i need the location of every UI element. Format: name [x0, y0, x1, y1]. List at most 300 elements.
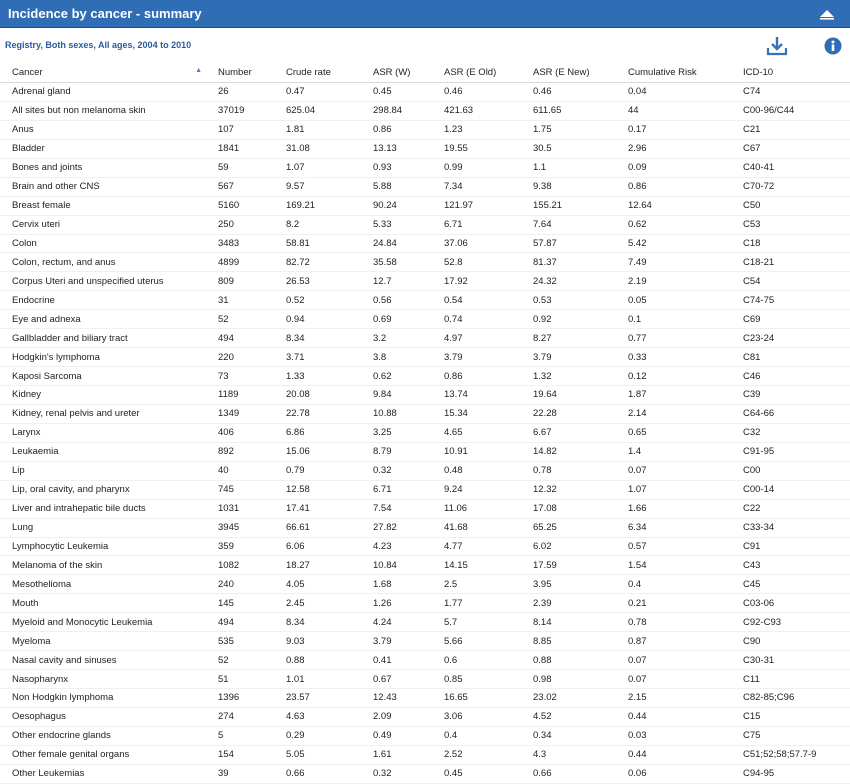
cell-icd10: C39 [743, 386, 850, 405]
cell-asr-e-new: 0.92 [533, 310, 628, 329]
cell-icd10: C74 [743, 83, 850, 102]
cell-cumulative-risk: 7.49 [628, 253, 743, 272]
cell-asr-w: 0.32 [373, 764, 444, 783]
cell-number: 250 [218, 215, 286, 234]
cell-asr-e-new: 65.25 [533, 518, 628, 537]
cell-crude-rate: 82.72 [286, 253, 373, 272]
cell-number: 59 [218, 158, 286, 177]
cell-asr-e-old: 0.6 [444, 651, 533, 670]
cell-asr-e-new: 17.08 [533, 499, 628, 518]
cell-asr-e-new: 8.85 [533, 632, 628, 651]
cell-icd10: C18 [743, 234, 850, 253]
cell-cancer: Oesophagus [0, 707, 218, 726]
cell-number: 39 [218, 764, 286, 783]
cell-number: 52 [218, 651, 286, 670]
cell-cancer: Gallbladder and biliary tract [0, 329, 218, 348]
cell-icd10: C50 [743, 196, 850, 215]
cell-cumulative-risk: 0.17 [628, 120, 743, 139]
cell-icd10: C33-34 [743, 518, 850, 537]
cell-icd10: C43 [743, 556, 850, 575]
cell-asr-e-old: 10.91 [444, 442, 533, 461]
cell-asr-w: 13.13 [373, 139, 444, 158]
cell-icd10: C67 [743, 139, 850, 158]
cell-asr-e-new: 0.34 [533, 726, 628, 745]
cell-number: 1349 [218, 404, 286, 423]
cell-crude-rate: 8.34 [286, 613, 373, 632]
cell-asr-e-old: 14.15 [444, 556, 533, 575]
cell-cumulative-risk: 0.44 [628, 707, 743, 726]
chevron-up-icon[interactable] [816, 3, 838, 25]
cell-cumulative-risk: 0.86 [628, 177, 743, 196]
cell-asr-e-old: 9.24 [444, 480, 533, 499]
cell-cumulative-risk: 0.4 [628, 575, 743, 594]
cell-asr-w: 1.26 [373, 594, 444, 613]
cell-icd10: C51;52;58;57.7-9 [743, 745, 850, 764]
cell-number: 107 [218, 120, 286, 139]
cell-number: 31 [218, 291, 286, 310]
cell-cumulative-risk: 1.07 [628, 480, 743, 499]
cell-asr-e-old: 17.92 [444, 272, 533, 291]
cell-icd10: C30-31 [743, 651, 850, 670]
sort-ascending-icon: ▲ [195, 66, 202, 74]
cell-asr-e-new: 12.32 [533, 480, 628, 499]
cell-crude-rate: 1.33 [286, 367, 373, 386]
table-row [0, 651, 850, 670]
cell-crude-rate: 169.21 [286, 196, 373, 215]
cell-cancer: Cervix uteri [0, 215, 218, 234]
cell-number: 567 [218, 177, 286, 196]
cell-cancer: Myeloid and Monocytic Leukemia [0, 613, 218, 632]
panel-title: Incidence by cancer - summary [8, 6, 202, 21]
cell-asr-e-new: 2.39 [533, 594, 628, 613]
cell-cumulative-risk: 0.33 [628, 348, 743, 367]
cell-number: 535 [218, 632, 286, 651]
cell-asr-e-new: 57.87 [533, 234, 628, 253]
cell-number: 3945 [218, 518, 286, 537]
cell-asr-e-old: 41.68 [444, 518, 533, 537]
info-icon[interactable] [824, 37, 842, 55]
column-header-asr-w[interactable]: ASR (W) [373, 62, 444, 83]
table-row [0, 745, 850, 764]
cell-crude-rate: 1.81 [286, 120, 373, 139]
cell-crude-rate: 0.29 [286, 726, 373, 745]
cell-asr-e-old: 0.54 [444, 291, 533, 310]
cell-asr-w: 5.33 [373, 215, 444, 234]
cell-asr-w: 6.71 [373, 480, 444, 499]
cell-cancer: Nasopharynx [0, 670, 218, 689]
cell-asr-e-new: 0.53 [533, 291, 628, 310]
column-header-cumulative-risk[interactable]: Cumulative Risk [628, 62, 743, 83]
cell-asr-e-new: 14.82 [533, 442, 628, 461]
cell-crude-rate: 26.53 [286, 272, 373, 291]
cell-asr-e-old: 3.06 [444, 707, 533, 726]
table-row [0, 272, 850, 291]
cell-cumulative-risk: 1.66 [628, 499, 743, 518]
cell-icd10: C54 [743, 272, 850, 291]
cell-cancer: Nasal cavity and sinuses [0, 651, 218, 670]
cell-asr-w: 27.82 [373, 518, 444, 537]
cell-cancer: Melanoma of the skin [0, 556, 218, 575]
cell-crude-rate: 1.01 [286, 670, 373, 689]
cell-cumulative-risk: 0.87 [628, 632, 743, 651]
cell-asr-e-new: 0.46 [533, 83, 628, 102]
cell-asr-w: 12.43 [373, 689, 444, 708]
cell-cancer: Kidney [0, 386, 218, 405]
cell-asr-w: 5.88 [373, 177, 444, 196]
cell-cumulative-risk: 0.1 [628, 310, 743, 329]
cell-asr-e-new: 22.28 [533, 404, 628, 423]
subheader [0, 28, 850, 62]
cell-cumulative-risk: 0.65 [628, 423, 743, 442]
cell-number: 494 [218, 613, 286, 632]
cell-number: 37019 [218, 101, 286, 120]
cell-asr-w: 4.24 [373, 613, 444, 632]
column-header-cancer[interactable] [0, 62, 218, 83]
cell-asr-w: 9.84 [373, 386, 444, 405]
cell-number: 154 [218, 745, 286, 764]
cell-cancer: Mouth [0, 594, 218, 613]
cell-crude-rate: 66.61 [286, 518, 373, 537]
cell-asr-e-old: 16.65 [444, 689, 533, 708]
cell-number: 145 [218, 594, 286, 613]
cell-asr-e-old: 15.34 [444, 404, 533, 423]
cell-asr-e-new: 30.5 [533, 139, 628, 158]
cell-crude-rate: 23.57 [286, 689, 373, 708]
cell-asr-w: 10.88 [373, 404, 444, 423]
cell-asr-e-old: 0.48 [444, 461, 533, 480]
cell-crude-rate: 0.66 [286, 764, 373, 783]
cell-cancer: Breast female [0, 196, 218, 215]
table-row [0, 329, 850, 348]
cell-icd10: C70-72 [743, 177, 850, 196]
cell-cumulative-risk: 0.77 [628, 329, 743, 348]
table-row [0, 367, 850, 386]
cell-asr-w: 0.67 [373, 670, 444, 689]
cell-asr-e-old: 6.71 [444, 215, 533, 234]
cell-crude-rate: 4.63 [286, 707, 373, 726]
cell-number: 3483 [218, 234, 286, 253]
cell-icd10: C69 [743, 310, 850, 329]
cell-asr-e-old: 2.52 [444, 745, 533, 764]
cell-number: 1396 [218, 689, 286, 708]
cell-cumulative-risk: 6.34 [628, 518, 743, 537]
cell-crude-rate: 17.41 [286, 499, 373, 518]
cell-cumulative-risk: 12.64 [628, 196, 743, 215]
cell-crude-rate: 0.47 [286, 83, 373, 102]
cell-icd10: C15 [743, 707, 850, 726]
cell-crude-rate: 12.58 [286, 480, 373, 499]
cell-asr-w: 24.84 [373, 234, 444, 253]
cell-crude-rate: 0.79 [286, 461, 373, 480]
cell-asr-w: 0.86 [373, 120, 444, 139]
cell-icd10: C75 [743, 726, 850, 745]
cell-asr-w: 1.61 [373, 745, 444, 764]
table-row [0, 215, 850, 234]
cell-asr-e-old: 2.5 [444, 575, 533, 594]
cell-number: 274 [218, 707, 286, 726]
cell-asr-e-new: 6.02 [533, 537, 628, 556]
cell-crude-rate: 31.08 [286, 139, 373, 158]
cell-number: 5 [218, 726, 286, 745]
cell-asr-w: 12.7 [373, 272, 444, 291]
cell-crude-rate: 0.52 [286, 291, 373, 310]
cell-asr-e-old: 0.45 [444, 764, 533, 783]
cell-cancer: Other Leukemias [0, 764, 218, 783]
cell-number: 51 [218, 670, 286, 689]
cell-asr-e-old: 0.85 [444, 670, 533, 689]
cell-number: 52 [218, 310, 286, 329]
cell-icd10: C92-C93 [743, 613, 850, 632]
cell-asr-w: 90.24 [373, 196, 444, 215]
table-row [0, 632, 850, 651]
cell-number: 494 [218, 329, 286, 348]
table-row [0, 348, 850, 367]
column-header-label: Cancer [12, 66, 43, 78]
cell-cumulative-risk: 2.15 [628, 689, 743, 708]
cell-cumulative-risk: 2.96 [628, 139, 743, 158]
cell-cancer: Kidney, renal pelvis and ureter [0, 404, 218, 423]
cell-asr-e-old: 0.4 [444, 726, 533, 745]
cell-icd10: C18-21 [743, 253, 850, 272]
cell-number: 745 [218, 480, 286, 499]
cell-cumulative-risk: 0.06 [628, 764, 743, 783]
cell-icd10: C00 [743, 461, 850, 480]
cell-cancer: Leukaemia [0, 442, 218, 461]
cell-cancer: Kaposi Sarcoma [0, 367, 218, 386]
cell-cancer: Other endocrine glands [0, 726, 218, 745]
cell-icd10: C64-66 [743, 404, 850, 423]
cell-number: 4899 [218, 253, 286, 272]
cell-number: 26 [218, 83, 286, 102]
incidence-table [0, 62, 850, 784]
cell-number: 1841 [218, 139, 286, 158]
cell-cumulative-risk: 1.87 [628, 386, 743, 405]
cell-crude-rate: 18.27 [286, 556, 373, 575]
cell-number: 73 [218, 367, 286, 386]
cell-asr-w: 0.45 [373, 83, 444, 102]
cell-cumulative-risk: 0.07 [628, 670, 743, 689]
cell-asr-e-old: 52.8 [444, 253, 533, 272]
table-row [0, 575, 850, 594]
cell-asr-w: 0.62 [373, 367, 444, 386]
cell-icd10: C21 [743, 120, 850, 139]
table-row [0, 158, 850, 177]
cell-number: 1031 [218, 499, 286, 518]
cell-crude-rate: 1.07 [286, 158, 373, 177]
table-row [0, 83, 850, 102]
column-header-number[interactable]: Number [218, 62, 286, 83]
cell-asr-e-new: 1.75 [533, 120, 628, 139]
cell-asr-w: 0.32 [373, 461, 444, 480]
cell-cumulative-risk: 1.54 [628, 556, 743, 575]
cell-icd10: C23-24 [743, 329, 850, 348]
cell-asr-w: 2.09 [373, 707, 444, 726]
table-row [0, 234, 850, 253]
cell-cancer: Colon, rectum, and anus [0, 253, 218, 272]
cell-asr-w: 7.54 [373, 499, 444, 518]
cell-crude-rate: 2.45 [286, 594, 373, 613]
cell-cancer: Lip [0, 461, 218, 480]
cell-asr-e-new: 155.21 [533, 196, 628, 215]
cell-icd10: C40-41 [743, 158, 850, 177]
cell-asr-w: 0.93 [373, 158, 444, 177]
cell-number: 220 [218, 348, 286, 367]
cell-asr-w: 35.58 [373, 253, 444, 272]
cell-crude-rate: 5.05 [286, 745, 373, 764]
cell-cumulative-risk: 0.07 [628, 651, 743, 670]
cell-asr-e-new: 3.79 [533, 348, 628, 367]
cell-cumulative-risk: 5.42 [628, 234, 743, 253]
cell-asr-e-new: 8.14 [533, 613, 628, 632]
cell-cancer: Eye and adnexa [0, 310, 218, 329]
cell-cancer: Mesothelioma [0, 575, 218, 594]
cell-icd10: C94-95 [743, 764, 850, 783]
table-row [0, 518, 850, 537]
cell-icd10: C91-95 [743, 442, 850, 461]
cell-icd10: C81 [743, 348, 850, 367]
table-row [0, 726, 850, 745]
cell-asr-w: 3.2 [373, 329, 444, 348]
cell-asr-e-new: 0.98 [533, 670, 628, 689]
cell-asr-e-old: 0.46 [444, 83, 533, 102]
cell-asr-e-new: 17.59 [533, 556, 628, 575]
download-icon[interactable] [765, 34, 789, 58]
column-header-crude-rate[interactable]: Crude rate [286, 62, 373, 83]
cell-cumulative-risk: 2.14 [628, 404, 743, 423]
cell-cancer: Liver and intrahepatic bile ducts [0, 499, 218, 518]
cell-cumulative-risk: 0.05 [628, 291, 743, 310]
table-row [0, 139, 850, 158]
table-header-row [0, 62, 850, 83]
cell-number: 40 [218, 461, 286, 480]
table-row [0, 386, 850, 405]
cell-number: 1082 [218, 556, 286, 575]
cell-cancer: Myeloma [0, 632, 218, 651]
cell-icd10: C90 [743, 632, 850, 651]
cell-icd10: C00-14 [743, 480, 850, 499]
cell-asr-e-new: 8.27 [533, 329, 628, 348]
table-row [0, 461, 850, 480]
column-header-icd10[interactable]: ICD-10 [743, 62, 850, 83]
cell-asr-e-new: 24.32 [533, 272, 628, 291]
cell-cancer: Colon [0, 234, 218, 253]
table-row [0, 499, 850, 518]
cell-cumulative-risk: 0.03 [628, 726, 743, 745]
cell-asr-e-new: 0.88 [533, 651, 628, 670]
cell-icd10: C91 [743, 537, 850, 556]
cell-number: 406 [218, 423, 286, 442]
cell-icd10: C74-75 [743, 291, 850, 310]
cell-cancer: Hodgkin's lymphoma [0, 348, 218, 367]
column-header-asr-e-new[interactable]: ASR (E New) [533, 62, 628, 83]
cell-crude-rate: 6.06 [286, 537, 373, 556]
cell-asr-w: 3.25 [373, 423, 444, 442]
cell-icd10: C46 [743, 367, 850, 386]
cell-asr-e-new: 4.52 [533, 707, 628, 726]
cell-crude-rate: 9.57 [286, 177, 373, 196]
cell-asr-e-old: 11.06 [444, 499, 533, 518]
table-row [0, 101, 850, 120]
cell-asr-e-new: 19.64 [533, 386, 628, 405]
cell-asr-w: 0.49 [373, 726, 444, 745]
cell-asr-w: 8.79 [373, 442, 444, 461]
cell-asr-w: 0.56 [373, 291, 444, 310]
cell-number: 359 [218, 537, 286, 556]
cell-asr-e-old: 121.97 [444, 196, 533, 215]
cell-asr-e-old: 4.97 [444, 329, 533, 348]
cell-asr-e-new: 0.66 [533, 764, 628, 783]
table-row [0, 613, 850, 632]
cell-cancer: Corpus Uteri and unspecified uterus [0, 272, 218, 291]
cell-asr-e-old: 7.34 [444, 177, 533, 196]
table-row [0, 670, 850, 689]
cell-crude-rate: 625.04 [286, 101, 373, 120]
cell-asr-e-new: 6.67 [533, 423, 628, 442]
cell-cancer: Lip, oral cavity, and pharynx [0, 480, 218, 499]
cell-cumulative-risk: 0.09 [628, 158, 743, 177]
column-header-asr-e-old[interactable]: ASR (E Old) [444, 62, 533, 83]
cell-asr-e-old: 0.99 [444, 158, 533, 177]
cell-number: 1189 [218, 386, 286, 405]
cell-icd10: C45 [743, 575, 850, 594]
cell-cumulative-risk: 2.19 [628, 272, 743, 291]
table-row [0, 480, 850, 499]
cell-cancer: Endocrine [0, 291, 218, 310]
cell-cumulative-risk: 0.78 [628, 613, 743, 632]
cell-crude-rate: 3.71 [286, 348, 373, 367]
cell-asr-e-new: 1.32 [533, 367, 628, 386]
cell-asr-w: 3.8 [373, 348, 444, 367]
cell-asr-e-new: 23.02 [533, 689, 628, 708]
cell-crude-rate: 20.08 [286, 386, 373, 405]
cell-asr-e-new: 4.3 [533, 745, 628, 764]
cell-cancer: Other female genital organs [0, 745, 218, 764]
cell-asr-e-old: 13.74 [444, 386, 533, 405]
table-body [0, 83, 850, 784]
cell-icd10: C11 [743, 670, 850, 689]
cell-asr-w: 10.84 [373, 556, 444, 575]
cell-crude-rate: 0.88 [286, 651, 373, 670]
table-row [0, 177, 850, 196]
cell-cancer: Bones and joints [0, 158, 218, 177]
cell-asr-e-old: 0.74 [444, 310, 533, 329]
cell-cancer: All sites but non melanoma skin [0, 101, 218, 120]
cell-asr-e-new: 3.95 [533, 575, 628, 594]
table-row [0, 537, 850, 556]
cell-number: 892 [218, 442, 286, 461]
cell-crude-rate: 6.86 [286, 423, 373, 442]
table-row [0, 253, 850, 272]
cell-crude-rate: 58.81 [286, 234, 373, 253]
cell-cancer: Lung [0, 518, 218, 537]
cell-icd10: C82-85;C96 [743, 689, 850, 708]
cell-asr-e-old: 37.06 [444, 234, 533, 253]
cell-cumulative-risk: 1.4 [628, 442, 743, 461]
cell-cancer: Anus [0, 120, 218, 139]
cell-cumulative-risk: 0.07 [628, 461, 743, 480]
report-subtitle: Registry, Both sexes, All ages, 2004 to 2010 [5, 40, 192, 50]
cell-asr-e-old: 1.23 [444, 120, 533, 139]
cell-asr-e-new: 0.78 [533, 461, 628, 480]
cell-asr-e-new: 611.65 [533, 101, 628, 120]
cell-cumulative-risk: 0.57 [628, 537, 743, 556]
table-row [0, 764, 850, 783]
cell-icd10: C22 [743, 499, 850, 518]
table-row [0, 442, 850, 461]
cell-asr-e-old: 4.77 [444, 537, 533, 556]
panel-header [0, 0, 850, 28]
cell-asr-e-new: 1.1 [533, 158, 628, 177]
